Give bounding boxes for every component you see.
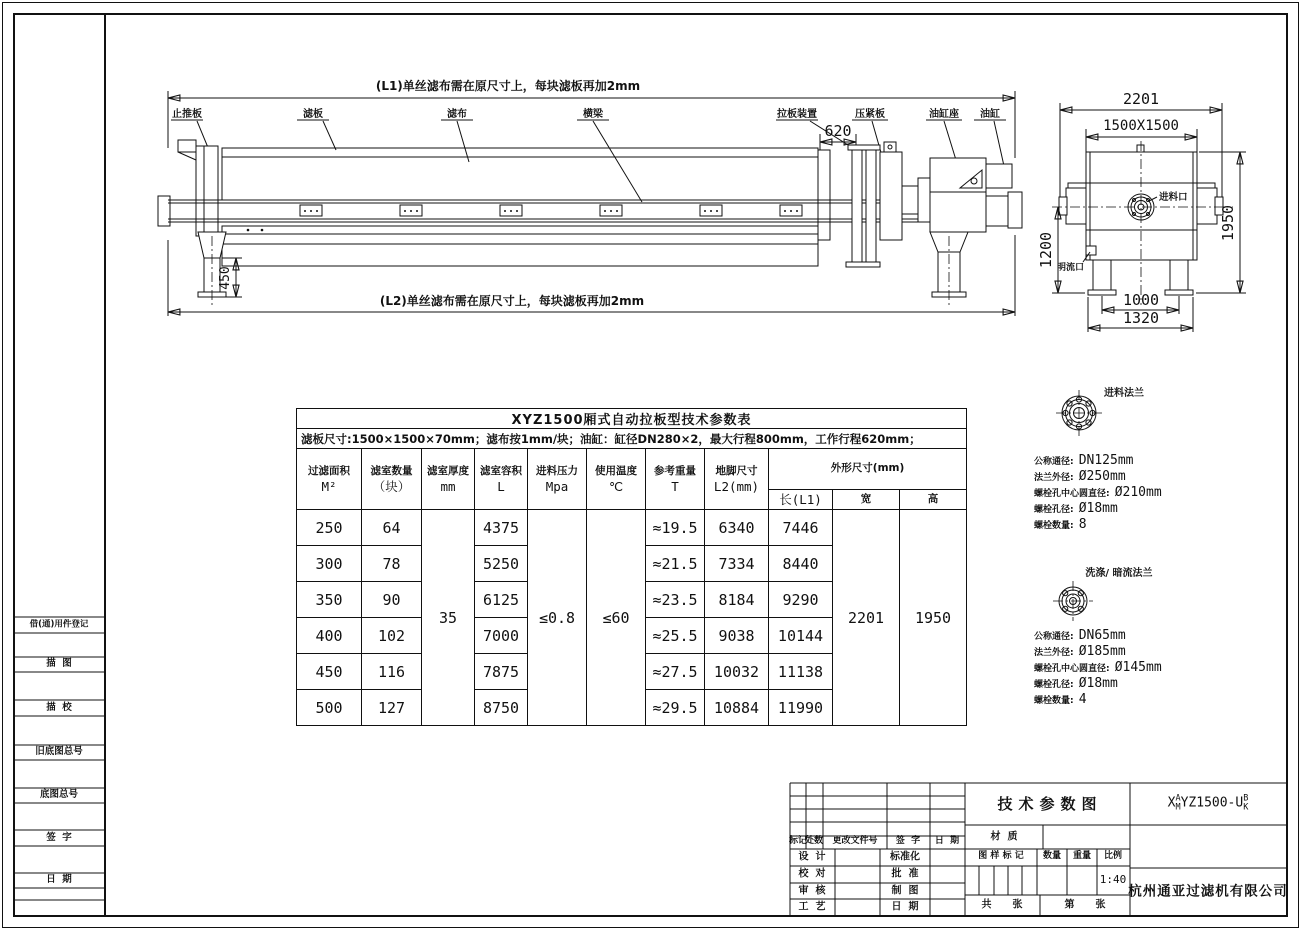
label-thrust-plate: 止推板 (172, 109, 202, 120)
l2-dimension-text: (L2)单丝滤布需在原尺寸上，每块滤板再加2mm (379, 294, 645, 308)
cell: ≈23.5 (646, 582, 705, 618)
spec-value: Ø185mm (1078, 644, 1126, 659)
header-unit: （块） (372, 479, 411, 495)
label-total-sheets: 共 张 (981, 899, 1023, 911)
washing-flange-specs (1034, 624, 1264, 707)
feed-flange-specs (1034, 449, 1264, 532)
spec-label: 螺栓孔径: (1034, 505, 1074, 515)
cell-merged-thickness: 35 (422, 510, 475, 726)
spec-label: 法兰外径: (1034, 648, 1074, 658)
cell: 9290 (769, 582, 833, 618)
cell: 7875 (475, 654, 528, 690)
label-weight: 重量 (1072, 851, 1092, 862)
cell: 127 (362, 690, 422, 726)
spec-value: Ø250mm (1078, 469, 1126, 484)
spec-line (1034, 513, 1264, 532)
outline-header: 外形尺寸(mm) (769, 449, 967, 490)
sidebar-label-base-drawing-no: 底图总号 (39, 788, 79, 800)
cell: 500 (297, 690, 362, 726)
feet-outer-dimension: 1320 (1122, 309, 1160, 327)
label-design: 设 计 (798, 851, 826, 863)
col-header (587, 449, 646, 510)
cell: 11990 (769, 690, 833, 726)
cell: 10032 (705, 654, 769, 690)
cell: 102 (362, 618, 422, 654)
label-approve: 批 准 (891, 868, 919, 880)
scale-value: 1:40 (1099, 872, 1127, 886)
label-oil-cylinder: 油缸 (980, 109, 1000, 120)
spec-label: 公称通径: (1034, 632, 1074, 642)
header-name: 滤室容积 (480, 464, 522, 477)
label-scale: 比例 (1103, 851, 1123, 862)
label-mark: 标记 (788, 836, 808, 847)
spec-value: Ø145mm (1114, 660, 1162, 675)
sidebar-label-tracing: 描 图 (46, 657, 72, 669)
spec-line (1034, 449, 1264, 468)
drawing-number-part2: YZ1500-U (1180, 795, 1244, 811)
spec-line (1034, 624, 1264, 643)
cell: ≈25.5 (646, 618, 705, 654)
sidebar-label-borrowed-parts: 借(通)用件登记 (29, 619, 89, 630)
header-unit: mm (440, 479, 456, 495)
cell: 7446 (769, 510, 833, 546)
header-name: 参考重量 (654, 464, 696, 477)
col-header (422, 449, 475, 510)
label-process: 工 艺 (798, 901, 826, 913)
cell: 7000 (475, 618, 528, 654)
drawing-number (1168, 795, 1249, 812)
col-header (362, 449, 422, 510)
table-title: XYZ1500厢式自动拉板型技术参数表 (297, 409, 967, 429)
height-dimension: 1950 (1219, 204, 1237, 242)
label-standardization: 标准化 (890, 851, 920, 863)
drawing-number-stack2 (1243, 795, 1248, 812)
spec-label: 螺栓数量: (1034, 696, 1074, 706)
label-date2: 日 期 (891, 901, 919, 913)
col-header (705, 449, 769, 510)
spec-label: 法兰外径: (1034, 473, 1074, 483)
spec-label: 螺栓孔中心圆直径: (1034, 489, 1110, 499)
spec-line (1034, 688, 1264, 707)
stack-top: A (1175, 793, 1181, 804)
stack-bottom: K (1243, 802, 1249, 812)
sidebar-label-date: 日 期 (46, 873, 72, 885)
cell-merged-height: 1950 (900, 510, 967, 726)
header-name: 过滤面积 (308, 464, 350, 477)
label-material: 材 质 (990, 831, 1018, 843)
spec-label: 公称通径: (1034, 457, 1074, 467)
cell: 300 (297, 546, 362, 582)
spec-value: 4 (1078, 692, 1087, 707)
spec-label: 螺栓孔径: (1034, 680, 1074, 690)
drawing-number-part1: X (1167, 795, 1176, 811)
header-unit: L2(mm) (713, 479, 760, 495)
spec-label: 螺栓数量: (1034, 521, 1074, 531)
cell-merged-width: 2201 (833, 510, 900, 726)
header-unit: L (497, 479, 505, 495)
spec-line (1034, 465, 1264, 484)
header-unit: M² (321, 479, 337, 495)
label-review: 审 核 (798, 885, 826, 897)
label-count: 处数 (804, 836, 824, 847)
cell: 8750 (475, 690, 528, 726)
cell-merged-pressure: ≤0.8 (528, 510, 587, 726)
side-view (158, 78, 1022, 316)
spec-value: DN125mm (1078, 453, 1134, 468)
label-pressing-plate: 压紧板 (855, 109, 885, 120)
cell: 64 (362, 510, 422, 546)
l1-dimension-text: (L1)单丝滤布需在原尺寸上，每块滤板再加2mm (375, 79, 641, 93)
sidebar-label-old-base-drawing-no: 旧底图总号 (35, 745, 83, 757)
header-unit: T (671, 479, 679, 495)
header-name: 地脚尺寸 (715, 464, 758, 477)
header-name: 进料压力 (536, 464, 578, 477)
col-header (528, 449, 587, 510)
label-beam: 横梁 (583, 109, 603, 120)
sidebar-label-tracing-check: 描 校 (46, 701, 72, 713)
label-sheet-number: 第 张 (1064, 899, 1106, 911)
table-subtitle: 滤板尺寸:1500×1500×70mm；滤布按1mm/块；油缸：缸径DN280×2，最大行程800mm，工作行程620mm； (297, 429, 967, 449)
header-unit: Mpa (545, 479, 569, 495)
label-filter-plate: 滤板 (303, 109, 323, 120)
stroke-dimension-text: 620 (824, 122, 852, 140)
cell: 350 (297, 582, 362, 618)
spec-value: Ø18mm (1078, 501, 1118, 516)
cell: ≈19.5 (646, 510, 705, 546)
feed-flange-title: 进料法兰 (1104, 388, 1144, 399)
cell: 90 (362, 582, 422, 618)
stack-bottom: M (1175, 802, 1181, 812)
spec-label: 螺栓孔中心圆直径: (1034, 664, 1110, 674)
cell: 4375 (475, 510, 528, 546)
spec-line (1034, 640, 1264, 659)
spec-value: DN65mm (1078, 628, 1126, 643)
cell: 10144 (769, 618, 833, 654)
cell: 9038 (705, 618, 769, 654)
header-name: 滤室数量 (370, 464, 413, 477)
cell-merged-temperature: ≤60 (587, 510, 646, 726)
beam-blocks (300, 205, 802, 216)
sidebar-label-signature: 签 字 (46, 831, 72, 843)
cell: 400 (297, 618, 362, 654)
col-header (475, 449, 528, 510)
label-plate-pulling-device: 拉板装置 (777, 109, 817, 120)
label-date: 日 期 (934, 836, 960, 847)
cell: 7334 (705, 546, 769, 582)
total-width-dimension: 2201 (1122, 90, 1160, 108)
label-drawing-mark: 图 样 标 记 (978, 851, 1024, 862)
leg-dimension-text: 450 (218, 266, 233, 290)
header-name: 使用温度 (595, 464, 637, 477)
spec-value: 8 (1078, 517, 1087, 532)
title-block-title: 技术参数图 (997, 794, 1103, 813)
header-name: 滤室厚度 (427, 464, 469, 477)
cell: 8184 (705, 582, 769, 618)
cell: 6125 (475, 582, 528, 618)
col-header (297, 449, 362, 510)
label-quantity: 数量 (1042, 851, 1062, 862)
stack-top: B (1243, 793, 1249, 804)
label-cylinder-seat: 油缸座 (929, 109, 959, 120)
cell: 6340 (705, 510, 769, 546)
label-signature: 签 字 (895, 836, 921, 847)
cell: 250 (297, 510, 362, 546)
col-header (646, 449, 705, 510)
plate-size-dimension: 1500X1500 (1103, 118, 1179, 134)
cell: 10884 (705, 690, 769, 726)
feet-inner-dimension: 1000 (1122, 291, 1160, 309)
cell: 116 (362, 654, 422, 690)
cell: 5250 (475, 546, 528, 582)
outline-subheader-length: 长(L1) (769, 490, 833, 510)
header-unit: ℃ (608, 479, 624, 495)
washing-flange-title: 洗涤/ 暗流法兰 (1085, 568, 1153, 579)
cell: 8440 (769, 546, 833, 582)
cell: 11138 (769, 654, 833, 690)
center-height-dimension: 1200 (1037, 231, 1055, 269)
washing-flange-detail (1053, 566, 1153, 621)
cell: ≈27.5 (646, 654, 705, 690)
spec-value: Ø210mm (1114, 485, 1162, 500)
cell: ≈21.5 (646, 546, 705, 582)
cell: ≈29.5 (646, 690, 705, 726)
feed-flange-detail (1056, 386, 1144, 437)
spec-line (1034, 481, 1264, 500)
cell: 78 (362, 546, 422, 582)
outline-subheader-width: 宽 (833, 490, 900, 510)
spec-value: Ø18mm (1078, 676, 1118, 691)
label-drafting: 制 图 (891, 885, 919, 897)
label-filter-cloth: 滤布 (447, 109, 467, 120)
open-flow-port-label: 明流口 (1057, 263, 1085, 273)
label-change-doc-no: 更改文件号 (832, 836, 878, 847)
parameter-table (296, 408, 967, 726)
cell: 450 (297, 654, 362, 690)
feed-port-label: 进料口 (1159, 192, 1188, 203)
label-check: 校 对 (798, 868, 826, 880)
company-name: 杭州通亚过滤机有限公司 (1128, 883, 1288, 900)
outline-subheader-height: 高 (900, 490, 967, 510)
end-view (1037, 90, 1246, 332)
spec-line (1034, 656, 1264, 675)
